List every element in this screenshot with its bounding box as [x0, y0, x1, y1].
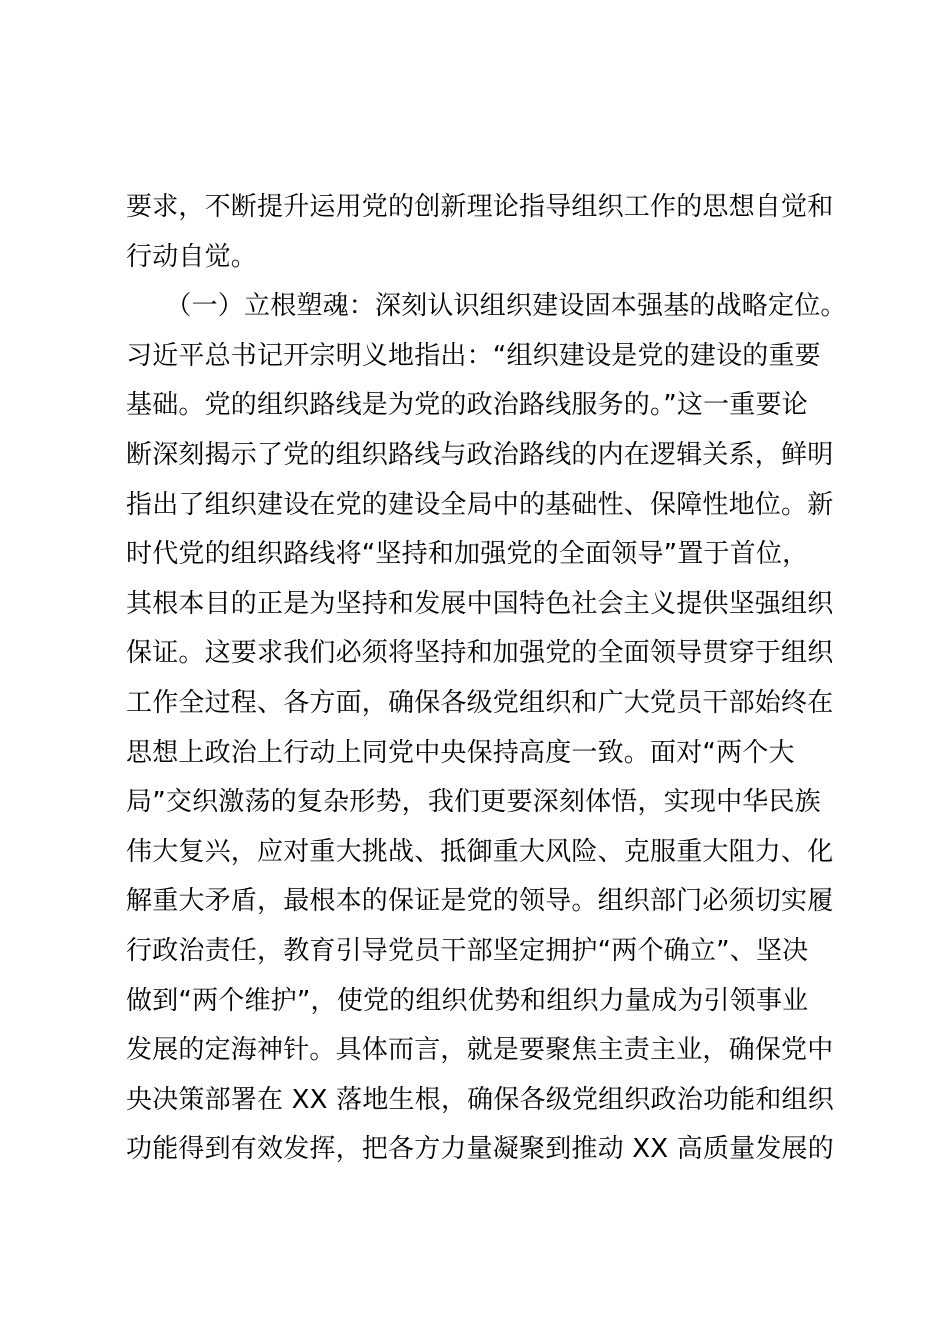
text-line: 断深刻揭示了党的组织路线与政治路线的内在逻辑关系，鲜明	[126, 439, 834, 470]
text-line: 解重大矛盾，最根本的保证是党的领导。组织部门必须切实履	[126, 886, 834, 917]
text-line: 基础。党的组织路线是为党的政治路线服务的。”这一重要论	[126, 390, 808, 421]
text-line: 伟大复兴，应对重大挑战、抵御重大风险、克服重大阻力、化	[126, 836, 834, 867]
text-line: 其根本目的正是为坚持和发展中国特色社会主义提供坚强组织	[126, 588, 834, 619]
text-line: 工作全过程、各方面，确保各级党组织和广大党员干部始终在	[126, 687, 834, 718]
body-text	[126, 183, 886, 1175]
text-line: 做到“两个维护”，使党的组织优势和组织力量成为引领事业	[126, 985, 809, 1016]
text-line: 行动自觉。	[126, 241, 258, 272]
text-line: 央决策部署在 XX 落地生根，确保各级党组织政治功能和组织	[126, 1084, 834, 1115]
text-line: 局”交织激荡的复杂形势，我们更要深刻体悟，实现中华民族	[126, 787, 821, 818]
section-heading-line: （一）立根塑魂：深刻认识组织建设固本强基的战略定位。	[126, 291, 847, 322]
text-line: 思想上政治上行动上同党中央保持高度一致。面对“两个大	[126, 737, 795, 768]
text-line: 指出了组织建设在党的建设全局中的基础性、保障性地位。新	[126, 489, 834, 520]
text-line: 习近平总书记开宗明义地指出：“组织建设是党的建设的重要	[126, 340, 821, 371]
text-line: 时代党的组织路线将“坚持和加强党的全面领导”置于首位，	[126, 539, 809, 570]
text-line: 保证。这要求我们必须将坚持和加强党的全面领导贯穿于组织	[126, 638, 834, 669]
text-line: 要求，不断提升运用党的创新理论指导组织工作的思想自觉和	[126, 192, 834, 222]
text-line: 行政治责任，教育引导党员干部坚定拥护“两个确立”、坚决	[126, 935, 809, 966]
text-line: 发展的定海神针。具体而言，就是要聚焦主责主业，确保党中	[126, 1035, 834, 1066]
text-line: 功能得到有效发挥，把各方力量凝聚到推动 XX 高质量发展的	[126, 1134, 834, 1165]
